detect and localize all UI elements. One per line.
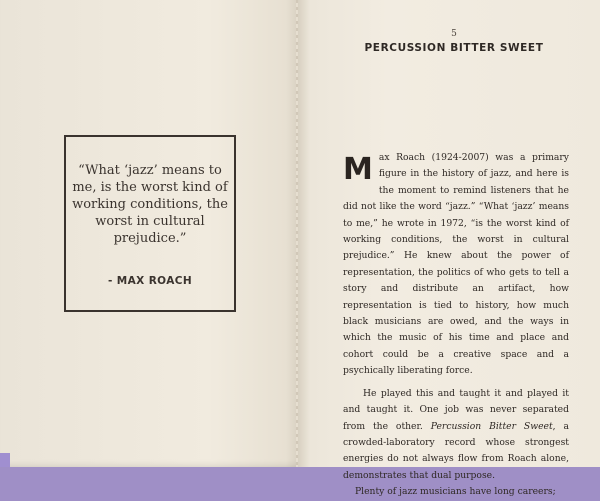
album-title: Percussion Bitter Sweet <box>430 420 553 432</box>
paragraph-1 <box>343 150 569 380</box>
body-text <box>343 150 569 501</box>
paragraph-1-text: ax Roach (1924-2007) was a primary figure in the history of jazz, and here is the moment to remind listeners that he did not like the word “jazz.” “What ‘jazz’ means to me,” he wrote in 1972, “is the worst kind of working conditions, the worst in cultural prejudice.” He knew about the power of representation, the politics of who gets to tell a story and distribute an artifact, how representation is tied to history, how much black musicians are owed, and the ways in which the music of his time and place and cohort could be a creative space and a psychically liberating force. <box>343 152 569 377</box>
drop-cap: M <box>343 152 373 187</box>
left-page <box>0 0 298 467</box>
page-edge-decoration <box>0 453 10 467</box>
pull-quote-text: “What ‘jazz’ means to me, is the worst kind of working conditions, the worst in cultural prejudice.” <box>72 163 228 246</box>
paragraph-2-text-a: He played this and taught it and played it and taught it. One job was never separated from the other. <box>343 387 569 432</box>
paragraph-2 <box>343 386 569 484</box>
paragraph-3: Plenty of jazz musicians have long careers; <box>355 486 556 498</box>
paragraph-2-text-b: , a crowded-laboratory record whose strongest energies do not always flow from Roach alone, demonstrates that dual purpose. <box>343 420 569 481</box>
chapter-title: PERCUSSION BITTER SWEET <box>364 42 544 54</box>
pull-quote-attribution: - MAX ROACH <box>107 275 193 287</box>
page-number: 5 <box>451 29 457 39</box>
pull-quote-box <box>64 135 236 312</box>
